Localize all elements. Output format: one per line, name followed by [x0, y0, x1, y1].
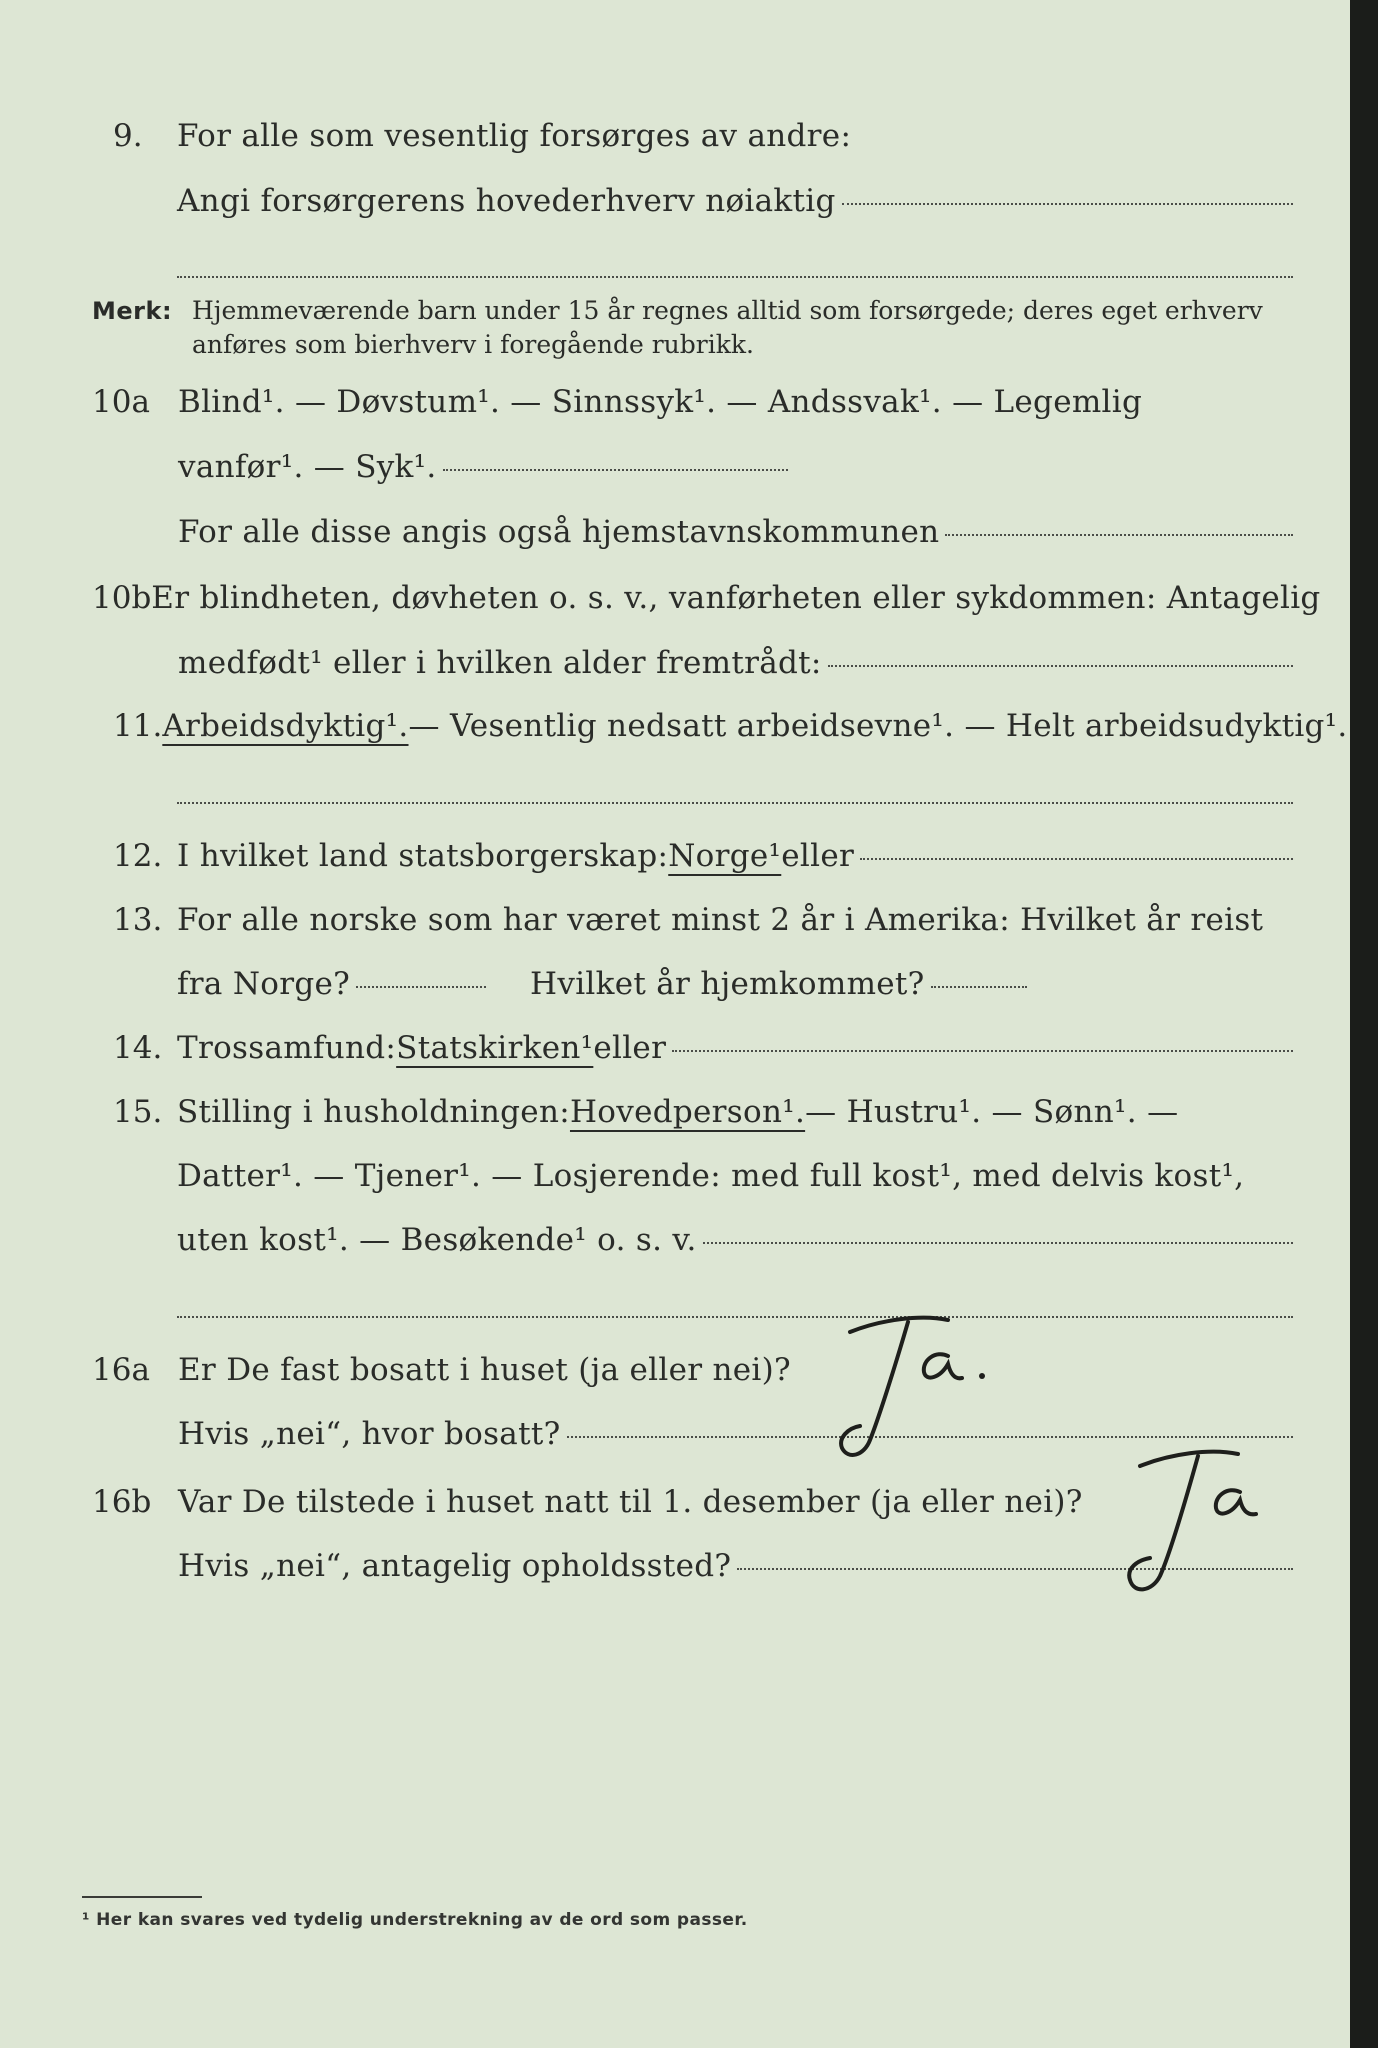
- question-text: For alle disse angis også hjemstavnskommunen: [178, 514, 940, 550]
- question-text: Trossamfund:: [177, 1030, 397, 1066]
- item-9-line1: [113, 118, 1293, 154]
- item-11: [113, 708, 1348, 744]
- answer-line[interactable]: [860, 858, 1293, 860]
- answer-line[interactable]: [842, 203, 1293, 205]
- merk-note-line2: [192, 330, 754, 359]
- item-number: 9.: [113, 118, 143, 154]
- item-10a-line2: [178, 449, 788, 485]
- question-text: — Hustru¹. — Sønn¹. —: [805, 1094, 1179, 1130]
- item-14: [113, 1030, 1293, 1066]
- item-15-line3: [177, 1222, 1293, 1258]
- item-number: 10b: [92, 580, 152, 616]
- answer-line[interactable]: [177, 1316, 1293, 1318]
- item-number: 16b: [92, 1484, 152, 1520]
- question-text: — Vesentlig nedsatt arbeidsevne¹. — Helt arbeidsudyktig¹.: [408, 708, 1348, 744]
- item-10a-line1: [92, 384, 1293, 420]
- handwritten-answer-ja: [1080, 1430, 1280, 1610]
- question-text: Stilling i husholdningen:: [177, 1094, 570, 1130]
- question-text: medfødt¹ eller i hvilken alder fremtrådt:: [178, 645, 822, 681]
- item-16a-line1: [92, 1352, 791, 1388]
- answer-line[interactable]: [177, 802, 1293, 804]
- selected-answer[interactable]: Arbeidsdyktig¹.: [162, 708, 409, 744]
- item-number: 14.: [113, 1030, 163, 1066]
- question-text: Hvis „nei“, antagelig opholdssted?: [178, 1548, 732, 1584]
- question-text: Hvis „nei“, hvor bosatt?: [178, 1416, 561, 1452]
- question-text: Er De fast bosatt i huset (ja eller nei)?: [178, 1352, 791, 1388]
- item-9-line2: [177, 183, 1293, 219]
- question-text: Blind¹. — Døvstum¹. — Sinnssyk¹. — Andssvak¹. — Legemlig: [178, 384, 1143, 420]
- question-text: Hvilket år hjemkommet?: [530, 966, 925, 1002]
- question-text: uten kost¹. — Besøkende¹ o. s. v.: [177, 1222, 697, 1258]
- answer-line[interactable]: [443, 469, 788, 471]
- item-15-line2: [177, 1158, 1244, 1194]
- question-text: Datter¹. — Tjener¹. — Losjerende: med full kost¹, med delvis kost¹,: [177, 1158, 1245, 1194]
- item-number: 13.: [113, 902, 163, 938]
- question-text: Var De tilstede i huset natt til 1. desember (ja eller nei)?: [178, 1484, 1083, 1520]
- item-number: 16a: [92, 1352, 150, 1388]
- answer-line[interactable]: [177, 276, 1293, 278]
- merk-text: Hjemmeværende barn under 15 år regnes alltid som forsørgede; deres eget erhverv: [192, 296, 1263, 325]
- question-text: I hvilket land statsborgerskap:: [177, 838, 669, 874]
- question-text: eller: [781, 838, 855, 874]
- item-10b-line2: [178, 645, 1293, 681]
- question-text: eller: [593, 1030, 667, 1066]
- item-number: 15.: [113, 1094, 163, 1130]
- item-12: [113, 838, 1293, 874]
- answer-line[interactable]: [931, 986, 1027, 988]
- answer-line[interactable]: [356, 986, 486, 988]
- item-number: 12.: [113, 838, 163, 874]
- merk-text: anføres som bierhverv i foregående rubrikk.: [192, 330, 754, 359]
- item-10a-line3: [178, 514, 1293, 550]
- question-text: For alle norske som har været minst 2 år i Amerika: Hvilket år reist: [177, 902, 1264, 938]
- item-10b-line1: [92, 580, 1321, 616]
- handwritten-answer-ja: [820, 1300, 1000, 1470]
- answer-line[interactable]: [828, 665, 1293, 667]
- question-text: For alle som vesentlig forsørges av andre:: [177, 118, 852, 154]
- answer-line[interactable]: [703, 1242, 1293, 1244]
- selected-answer[interactable]: Statskirken¹: [396, 1030, 594, 1066]
- selected-answer[interactable]: Hovedperson¹.: [569, 1094, 806, 1130]
- footnote-rule: [82, 1896, 202, 1898]
- question-text: Er blindheten, døvheten o. s. v., vanførheten eller sykdommen: Antagelig: [151, 580, 1321, 616]
- merk-note: [92, 296, 1263, 325]
- item-13-line2: [177, 966, 1027, 1002]
- item-number: 10a: [92, 384, 150, 420]
- question-text: vanfør¹. — Syk¹.: [178, 449, 437, 485]
- question-text: Angi forsørgerens hovederhverv nøiaktig: [177, 183, 836, 219]
- answer-line[interactable]: [672, 1050, 1293, 1052]
- item-16b-line1: [92, 1484, 1083, 1520]
- answer-line[interactable]: [945, 534, 1293, 536]
- merk-label: Merk:: [92, 297, 173, 325]
- selected-answer[interactable]: Norge¹: [668, 838, 782, 874]
- item-number: 11.: [113, 708, 163, 744]
- question-text: fra Norge?: [177, 966, 351, 1002]
- item-13-line1: [113, 902, 1293, 938]
- footnote: ¹ Her kan svares ved tydelig understrekning av de ord som passer.: [82, 1910, 748, 1930]
- item-15-line1: [113, 1094, 1293, 1130]
